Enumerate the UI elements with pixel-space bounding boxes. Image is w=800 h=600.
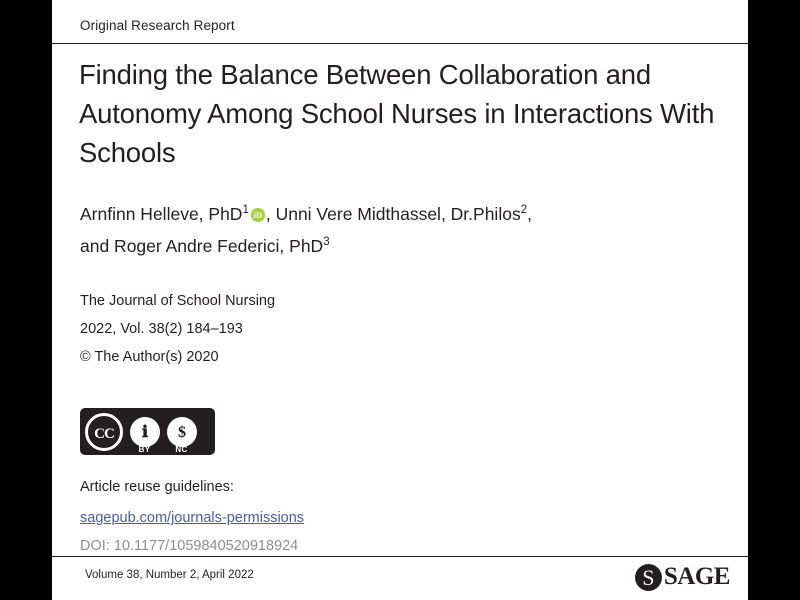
running-head: Original Research Report	[80, 18, 235, 33]
author-separator-1: , Unni Vere Midthassel, Dr.Philos	[265, 204, 521, 224]
orcid-icon[interactable]	[251, 208, 265, 222]
article-first-page	[52, 0, 748, 600]
journal-name: The Journal of School Nursing	[80, 293, 276, 309]
reuse-guidelines-label: Article reuse guidelines:	[80, 479, 234, 495]
sage-wordmark: SAGE	[663, 563, 730, 590]
author-1-name: Arnfinn Helleve, PhD	[80, 204, 243, 224]
article-page	[52, 0, 748, 600]
journal-issue: 2022, Vol. 38(2) 184–193	[80, 321, 243, 337]
cc-by-label: BY	[138, 445, 151, 454]
cc-mark-icon	[85, 413, 123, 451]
author-3-name: and Roger Andre Federici, PhD	[80, 236, 324, 256]
header-divider	[52, 43, 748, 44]
footer-volume: Volume 38, Number 2, April 2022	[85, 569, 254, 581]
creative-commons-badge-icon[interactable]	[80, 408, 215, 455]
reuse-guidelines-link[interactable]: sagepub.com/journals-permissions	[80, 510, 305, 526]
cc-by-glyph: ℹ	[141, 423, 149, 441]
author-list	[80, 198, 725, 262]
author-3-affiliation-marker: 3	[323, 236, 330, 249]
author-separator-2: ,	[527, 204, 532, 224]
journal-copyright: © The Author(s) 2020	[80, 349, 219, 365]
cc-by-icon	[130, 417, 160, 447]
cc-mark-label: CC	[94, 425, 114, 442]
author-2-affiliation-marker: 2	[520, 204, 528, 217]
footer-divider	[52, 556, 748, 557]
sage-mark-icon	[635, 564, 662, 591]
cc-nc-label: NC	[175, 445, 188, 454]
doi-text: DOI: 10.1177/1059840520918924	[80, 538, 299, 554]
cc-nc-glyph: $	[178, 423, 186, 441]
cc-nc-icon	[167, 417, 197, 447]
sage-logo-icon	[635, 562, 730, 592]
page-title: Finding the Balance Between Collaboration and Autonomy Among School Nurses in Interactions With Schools	[79, 59, 715, 168]
journal-info	[80, 287, 275, 371]
cc-label-group	[126, 445, 215, 454]
author-1-affiliation-marker: 1	[242, 204, 249, 217]
